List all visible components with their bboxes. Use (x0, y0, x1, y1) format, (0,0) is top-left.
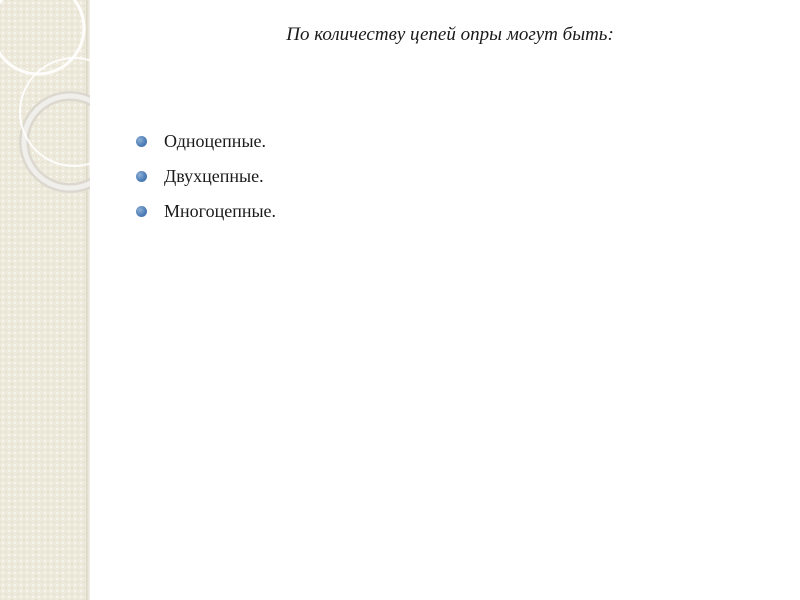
bullet-dot-icon (136, 136, 147, 147)
list-item (136, 192, 276, 230)
bullet-dot-icon (136, 206, 147, 217)
bullet-text: Одноцепные. (164, 131, 267, 151)
decorative-circles (0, 0, 90, 200)
list-item (136, 157, 276, 195)
bullet-text: Двухцепные. (164, 166, 264, 186)
slide-title: По количеству цепей опры могут быть: (286, 24, 614, 45)
list-item (136, 122, 276, 160)
bullet-dot-icon (136, 171, 147, 182)
bullet-list (136, 122, 276, 230)
bullet-text: Многоцепные. (164, 201, 277, 221)
